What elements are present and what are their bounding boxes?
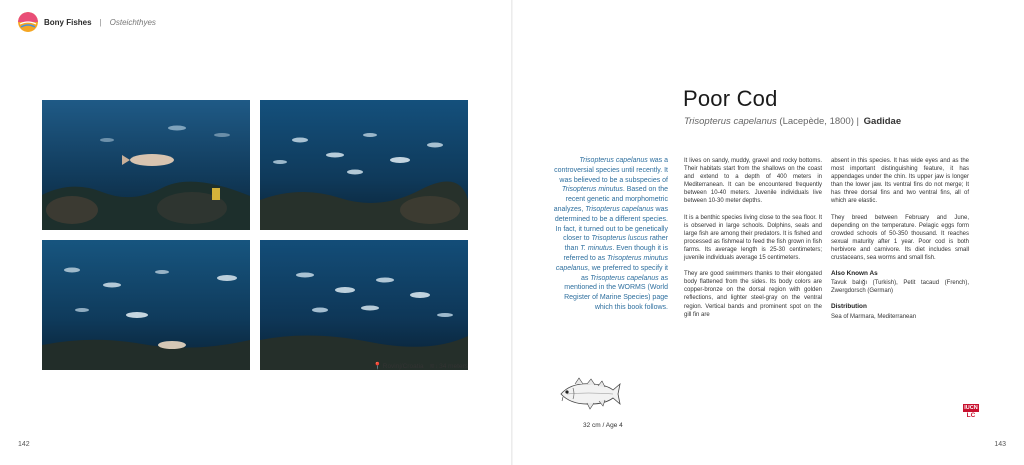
depth-icon: ≋↓ — [429, 363, 439, 370]
iucn-badge — [963, 404, 979, 420]
intro-text-3: was determined to be a different species. In fact, it turned out to be genetically closer to — [554, 205, 668, 243]
intro-text-5: . Even though it is referred to as — [563, 245, 668, 262]
fish-illustration — [557, 374, 621, 414]
species-scientific-line — [684, 116, 901, 127]
iucn-label: IUCN — [964, 405, 978, 411]
page-number-right: 143 — [994, 441, 1006, 448]
body-paragraph: It is a benthic species living close to the sea floor. It is observed in large schools. Dolphins, seals and large fish are among their predators. It is fished and processed as fishmeal to feed the fish grown in fish farms. Its average length is 25-30 centimeters; juvenile individuals average 15 centimeters. — [684, 214, 822, 262]
depth-text: 34 meters — [439, 363, 468, 370]
intro-sci-7: Trisopterus capelanus — [590, 274, 659, 282]
body-paragraph: It lives on sandy, muddy, gravel and rocky bottoms. Their habitats start from the shallows on the coast and extend to a depth of 400 meters in Mediterranean. It can be encountered frequently between 10-40 meters. Juvenile individuals live between 10-30 meter depths. — [684, 158, 822, 205]
location-pin-icon: 📍 — [373, 363, 382, 370]
distribution-heading: Distribution — [831, 303, 867, 311]
page-number-left: 142 — [18, 441, 30, 448]
scientific-name: Trisopterus capelanus — [684, 116, 777, 127]
page-gutter — [511, 0, 513, 465]
intro-sci-6: Trisopterus minutus capelanus — [555, 254, 668, 272]
chapter-logo-icon — [18, 12, 38, 32]
distribution-text: Sea of Marmara, Mediterranean — [831, 313, 917, 320]
taxon-author: (Lacepède, 1800) — [779, 116, 854, 127]
body-paragraph: They breed between February and June, depending on the temperature. Pelagic eggs form crowded schools of 50-350 thousand. It reaches sexual maturity after 1 year. Poor cod is both herbivore and carnivore. Its diet includes small crustaceans, sea worms and small fish. — [831, 214, 969, 262]
also-known-as-heading: Also Known As — [831, 270, 878, 278]
intro-sci-4: Trisopterus luscus — [591, 235, 648, 243]
underwater-photo-4 — [260, 240, 468, 370]
intro-note — [548, 156, 668, 313]
underwater-photo-2 — [260, 100, 468, 230]
also-known-as-text: Tavuk balığı (Turkish), Petit tacaud (French), Zwergdorsch (German) — [831, 280, 969, 295]
chapter-header — [18, 12, 156, 32]
body-column-1 — [684, 157, 822, 327]
family-separator: | — [856, 116, 859, 127]
location-text: Rovinj/Croatia — [382, 363, 424, 370]
intro-text-2: . Based on the recent genetic and morphometric analyzes, — [553, 186, 668, 213]
intro-sci-2: Trisopterus minutus — [561, 186, 623, 194]
family-name: Gadidae — [863, 116, 902, 127]
chapter-subtitle: Osteichthyes — [109, 17, 156, 27]
species-common-name: Poor Cod — [683, 86, 778, 111]
intro-sci-5: T. minutus — [580, 245, 613, 253]
intro-text-4: rather than — [564, 235, 668, 253]
body-paragraph: absent in this species. It has wide eyes and as the most important distinguishing feature, it has appendages under the chin. Its upper jaw is longer than the lower jaw. Its ventral fins do not merge; It has three dorsal fins and two ventral fins, all of which are elastic. — [831, 158, 969, 205]
intro-text-6: , we preferred to specify it as — [580, 264, 668, 282]
header-separator: | — [99, 17, 102, 27]
intro-text-7: as mentioned in the WORMS (World Register of Marine Species) page which this book follows. — [564, 274, 668, 311]
intro-text-1: was a controversial species until recently. It was believed to be a subspecies of — [554, 157, 668, 184]
intro-sci-1: Trisopterus capelanus — [579, 157, 648, 164]
photo-location-caption — [300, 362, 468, 370]
underwater-photo-3 — [42, 240, 250, 370]
iucn-status: LC — [966, 412, 976, 419]
underwater-photo-1 — [42, 100, 250, 230]
body-paragraph: They are good swimmers thanks to their elongated body flattened from the sides. Its body colors are copper-bronze on the dorsal region with golden reflections, and lighter steel-gray on the ventral region. Vertical bands and prominent spot on the gill fin are — [684, 271, 822, 318]
body-column-2 — [831, 157, 969, 329]
size-age-label: 32 cm / Age 4 — [583, 422, 623, 429]
chapter-title: Bony Fishes — [44, 17, 92, 27]
intro-sci-3: Trisopterus capelanus — [585, 205, 654, 213]
